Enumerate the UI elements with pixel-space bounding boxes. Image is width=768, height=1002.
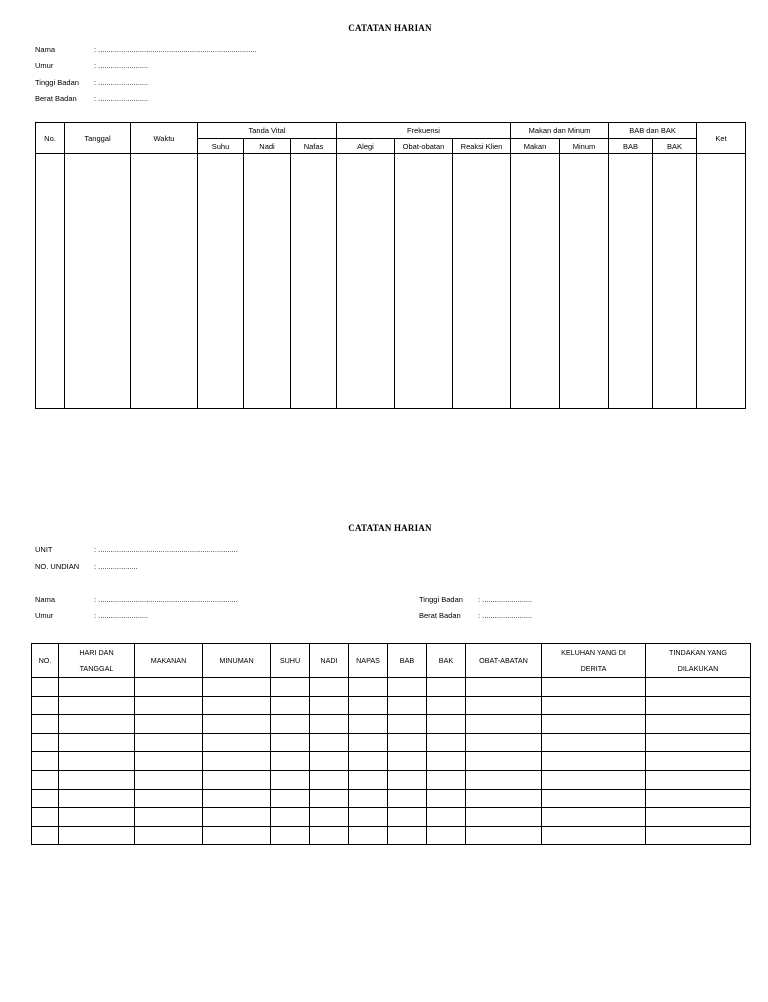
table-row — [32, 808, 751, 827]
cell[interactable] — [271, 696, 310, 715]
cell[interactable] — [135, 808, 203, 827]
field-label: Umur — [35, 61, 54, 70]
cell[interactable] — [388, 696, 427, 715]
table-row — [32, 770, 751, 789]
cell[interactable] — [466, 808, 542, 827]
cell[interactable] — [59, 808, 135, 827]
cell[interactable] — [32, 715, 59, 734]
cell[interactable] — [135, 678, 203, 697]
cell[interactable] — [135, 770, 203, 789]
cell[interactable] — [349, 808, 388, 827]
cell[interactable] — [511, 154, 560, 409]
col-nadi — [310, 644, 349, 678]
col-hari-tanggal — [59, 644, 135, 678]
cell[interactable] — [65, 154, 131, 409]
col-no: No. — [36, 123, 65, 154]
cell[interactable] — [560, 154, 609, 409]
table-row — [32, 715, 751, 734]
header-line: HARI DAN — [79, 647, 114, 657]
cell[interactable] — [203, 826, 271, 845]
field-value[interactable]: : ........................ — [94, 94, 149, 103]
cell[interactable] — [32, 696, 59, 715]
cell[interactable] — [466, 733, 542, 752]
header-line: DERITA — [580, 663, 607, 673]
cell[interactable] — [59, 696, 135, 715]
cell[interactable] — [542, 789, 646, 808]
field-label: UNIT — [35, 545, 53, 554]
header-line: OBAT-ABATAN — [479, 655, 528, 665]
cell[interactable] — [203, 733, 271, 752]
cell[interactable] — [32, 733, 59, 752]
field-value[interactable]: : ........................ — [478, 611, 533, 620]
cell[interactable] — [388, 715, 427, 734]
cell[interactable] — [646, 770, 751, 789]
cell[interactable] — [427, 752, 466, 771]
header-line: NAPAS — [356, 655, 380, 665]
cell[interactable] — [203, 752, 271, 771]
cell[interactable] — [542, 733, 646, 752]
field-label: Berat Badan — [419, 611, 461, 620]
field-value[interactable]: : ........................ — [94, 78, 149, 87]
col-suhu: Suhu — [198, 139, 244, 154]
cell[interactable] — [646, 696, 751, 715]
cell[interactable] — [203, 770, 271, 789]
cell[interactable] — [310, 808, 349, 827]
col-makan: Makan — [511, 139, 560, 154]
cell[interactable] — [32, 808, 59, 827]
cell[interactable] — [310, 826, 349, 845]
cell[interactable] — [427, 789, 466, 808]
field-label: NO. UNDIAN — [35, 562, 80, 571]
form1-field-berat — [35, 94, 149, 104]
field-label: Tinggi Badan — [419, 595, 463, 604]
cell[interactable] — [388, 789, 427, 808]
cell[interactable] — [646, 715, 751, 734]
cell[interactable] — [271, 733, 310, 752]
col-obat — [466, 644, 542, 678]
field-value[interactable]: : ................... — [94, 562, 138, 571]
table-row — [32, 752, 751, 771]
col-frekuensi: Frekuensi — [337, 123, 511, 139]
cell[interactable] — [646, 752, 751, 771]
col-minuman — [203, 644, 271, 678]
cell[interactable] — [349, 696, 388, 715]
cell[interactable] — [271, 770, 310, 789]
col-tanda-vital: Tanda Vital — [198, 123, 337, 139]
form1-table — [35, 122, 746, 409]
cell[interactable] — [135, 789, 203, 808]
col-ket: Ket — [697, 123, 746, 154]
cell[interactable] — [466, 770, 542, 789]
form2-field-berat — [419, 611, 533, 621]
form2-field-tinggi — [419, 595, 533, 605]
cell[interactable] — [59, 678, 135, 697]
cell[interactable] — [466, 696, 542, 715]
cell[interactable] — [59, 770, 135, 789]
field-value[interactable]: : ................................................................... — [94, 545, 238, 554]
cell[interactable] — [271, 808, 310, 827]
form2-title: CATATAN HARIAN — [348, 523, 432, 533]
cell[interactable] — [59, 826, 135, 845]
cell[interactable] — [427, 715, 466, 734]
header-line: TINDAKAN YANG — [668, 647, 728, 657]
cell[interactable] — [310, 715, 349, 734]
field-value[interactable]: : ........................ — [478, 595, 533, 604]
cell[interactable] — [427, 678, 466, 697]
cell[interactable] — [349, 770, 388, 789]
cell[interactable] — [203, 808, 271, 827]
cell[interactable] — [135, 733, 203, 752]
cell[interactable] — [203, 696, 271, 715]
cell[interactable] — [310, 678, 349, 697]
cell[interactable] — [349, 789, 388, 808]
header-line: BAB — [399, 655, 415, 665]
cell[interactable] — [466, 789, 542, 808]
cell[interactable] — [59, 715, 135, 734]
cell[interactable] — [310, 770, 349, 789]
cell[interactable] — [427, 696, 466, 715]
cell[interactable] — [542, 752, 646, 771]
cell[interactable] — [395, 154, 453, 409]
cell[interactable] — [646, 808, 751, 827]
cell[interactable] — [310, 733, 349, 752]
form1-field-umur — [35, 61, 149, 71]
header-line: DILAKUKAN — [677, 663, 719, 673]
cell[interactable] — [388, 678, 427, 697]
cell[interactable] — [466, 752, 542, 771]
cell[interactable] — [310, 752, 349, 771]
cell[interactable] — [427, 826, 466, 845]
header-line: NADI — [320, 655, 338, 665]
form2-field-unit — [35, 545, 238, 555]
cell[interactable] — [135, 752, 203, 771]
form1-title: CATATAN HARIAN — [348, 23, 432, 33]
cell[interactable] — [646, 678, 751, 697]
cell[interactable] — [32, 826, 59, 845]
cell[interactable] — [59, 789, 135, 808]
col-bak: BAK — [653, 139, 697, 154]
cell[interactable] — [32, 789, 59, 808]
header-line: MAKANAN — [150, 655, 187, 665]
form1-field-tinggi — [35, 78, 149, 88]
col-bak — [427, 644, 466, 678]
cell[interactable] — [59, 733, 135, 752]
cell[interactable] — [244, 154, 291, 409]
cell[interactable] — [388, 808, 427, 827]
col-tanggal: Tanggal — [65, 123, 131, 154]
table-row — [32, 678, 751, 697]
cell[interactable] — [542, 826, 646, 845]
form2-table — [31, 643, 751, 845]
col-makan-minum: Makan dan Minum — [511, 123, 609, 139]
cell[interactable] — [59, 752, 135, 771]
cell[interactable] — [203, 715, 271, 734]
cell[interactable] — [349, 678, 388, 697]
cell[interactable] — [349, 733, 388, 752]
cell[interactable] — [646, 733, 751, 752]
col-suhu — [271, 644, 310, 678]
col-bab-bak: BAB dan BAK — [609, 123, 697, 139]
header-line: TANGGAL — [79, 663, 114, 673]
cell[interactable] — [131, 154, 198, 409]
cell[interactable] — [271, 715, 310, 734]
cell[interactable] — [310, 789, 349, 808]
field-value[interactable]: : ........................ — [94, 61, 149, 70]
cell[interactable] — [271, 826, 310, 845]
col-makanan — [135, 644, 203, 678]
field-label: Umur — [35, 611, 54, 620]
cell[interactable] — [271, 752, 310, 771]
cell[interactable] — [388, 826, 427, 845]
cell[interactable] — [427, 770, 466, 789]
cell[interactable] — [542, 696, 646, 715]
cell[interactable] — [310, 696, 349, 715]
col-bab: BAB — [609, 139, 653, 154]
field-value[interactable]: : ................................................................... — [94, 595, 238, 604]
cell[interactable] — [388, 752, 427, 771]
cell[interactable] — [349, 826, 388, 845]
cell[interactable] — [646, 789, 751, 808]
cell[interactable] — [271, 789, 310, 808]
col-alergi: Alegi — [337, 139, 395, 154]
table-row — [32, 696, 751, 715]
cell[interactable] — [32, 678, 59, 697]
cell[interactable] — [135, 696, 203, 715]
cell[interactable] — [466, 678, 542, 697]
cell[interactable] — [349, 715, 388, 734]
cell[interactable] — [32, 770, 59, 789]
cell[interactable] — [609, 154, 653, 409]
form1-field-nama — [35, 45, 257, 55]
cell[interactable] — [337, 154, 395, 409]
cell[interactable] — [427, 733, 466, 752]
cell[interactable] — [542, 770, 646, 789]
col-minum: Minum — [560, 139, 609, 154]
table-row — [32, 789, 751, 808]
cell[interactable] — [466, 826, 542, 845]
header-line: BAK — [438, 655, 454, 665]
cell[interactable] — [203, 678, 271, 697]
col-tindakan — [646, 644, 751, 678]
form2-field-undian — [35, 562, 138, 572]
cell[interactable] — [135, 715, 203, 734]
cell[interactable] — [388, 733, 427, 752]
cell[interactable] — [542, 808, 646, 827]
col-waktu: Waktu — [131, 123, 198, 154]
col-keluhan — [542, 644, 646, 678]
cell[interactable] — [271, 678, 310, 697]
col-obat: Obat-obatan — [395, 139, 453, 154]
field-label: Nama — [35, 595, 56, 604]
cell[interactable] — [542, 678, 646, 697]
table-row — [32, 826, 751, 845]
col-reaksi: Reaksi Klien — [453, 139, 511, 154]
col-napas — [349, 644, 388, 678]
cell[interactable] — [198, 154, 244, 409]
header-line: MINUMAN — [219, 655, 254, 665]
cell[interactable] — [453, 154, 511, 409]
cell[interactable] — [388, 770, 427, 789]
col-nadi: Nadi — [244, 139, 291, 154]
field-value[interactable]: : ............................................................................ — [94, 45, 257, 54]
cell[interactable] — [349, 752, 388, 771]
field-label: Berat Badan — [35, 94, 77, 103]
table-row — [32, 733, 751, 752]
cell[interactable] — [36, 154, 65, 409]
header-line: SUHU — [279, 655, 301, 665]
form2-field-nama — [35, 595, 238, 605]
cell[interactable] — [427, 808, 466, 827]
header-line: KELUHAN YANG DI — [561, 647, 626, 657]
cell[interactable] — [653, 154, 697, 409]
cell[interactable] — [32, 752, 59, 771]
cell[interactable] — [542, 715, 646, 734]
col-nafas: Nafas — [291, 139, 337, 154]
form2-field-umur — [35, 611, 149, 621]
cell[interactable] — [291, 154, 337, 409]
cell[interactable] — [646, 826, 751, 845]
cell[interactable] — [697, 154, 746, 409]
field-label: Tinggi Badan — [35, 78, 79, 87]
col-no — [32, 644, 59, 678]
col-bab — [388, 644, 427, 678]
cell[interactable] — [203, 789, 271, 808]
cell[interactable] — [466, 715, 542, 734]
cell[interactable] — [135, 826, 203, 845]
field-label: Nama — [35, 45, 56, 54]
header-line: NO. — [38, 655, 52, 665]
field-value[interactable]: : ........................ — [94, 611, 149, 620]
